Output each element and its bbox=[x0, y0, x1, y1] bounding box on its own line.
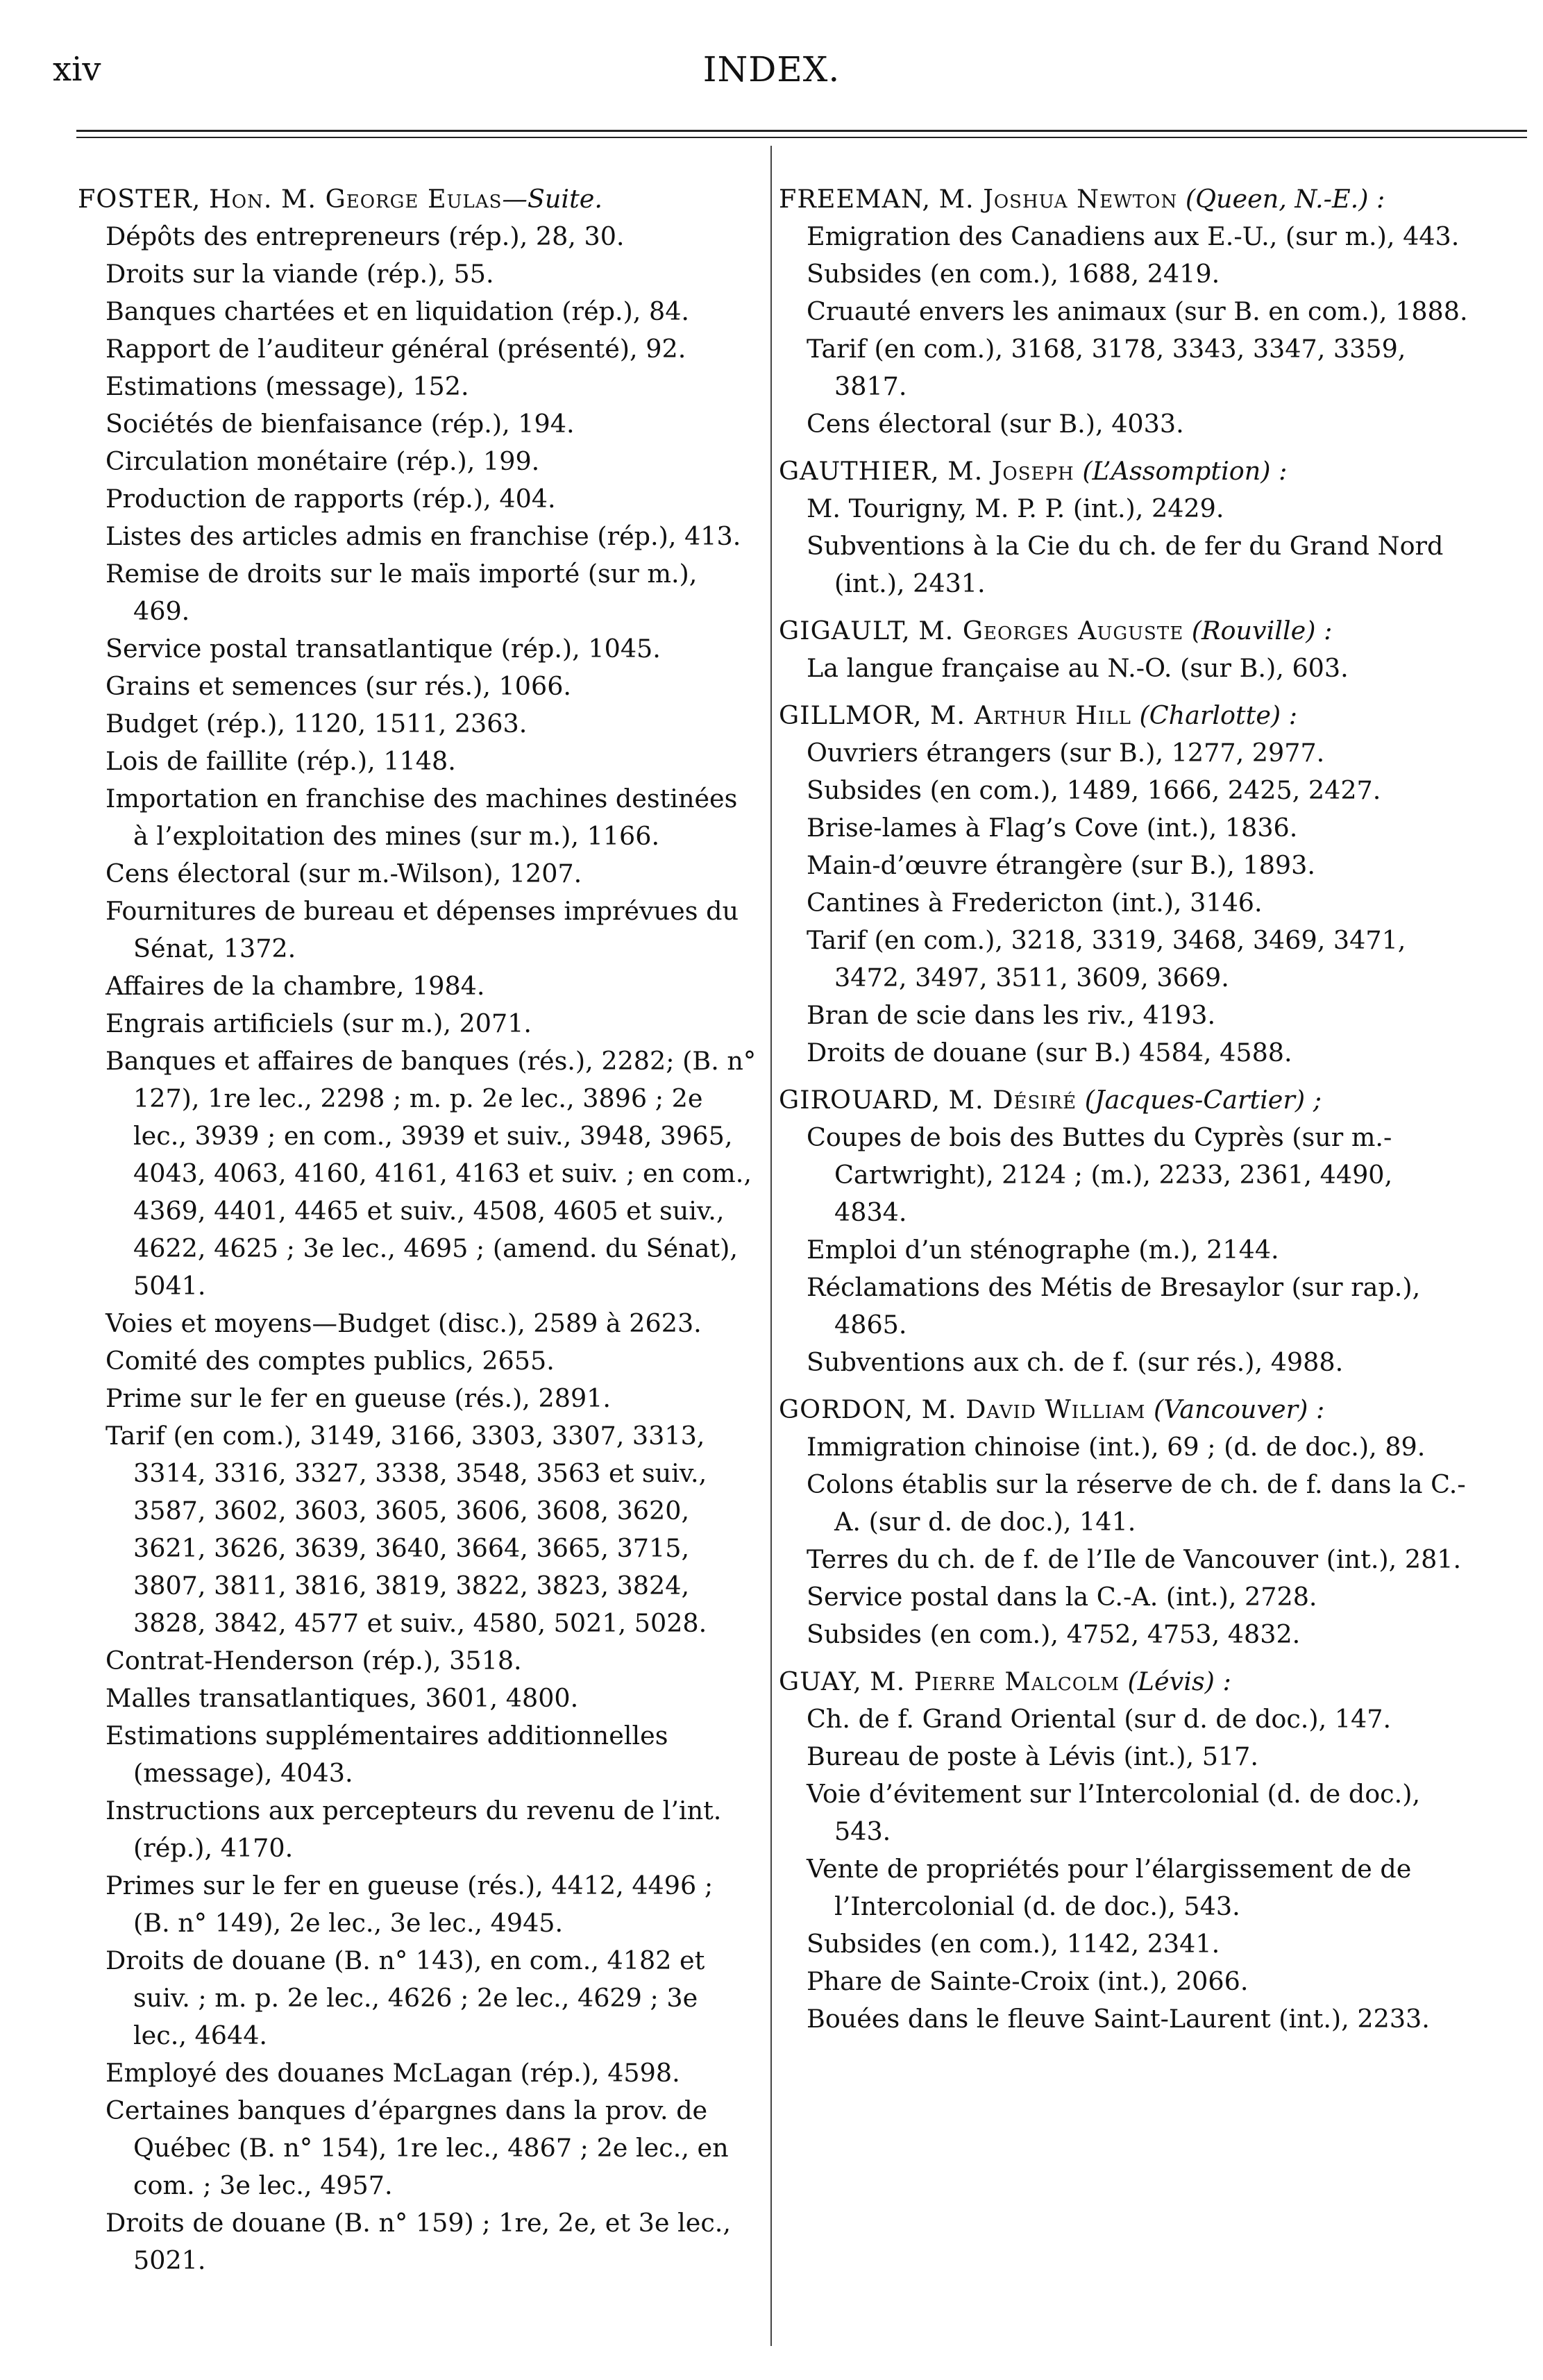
index-subentry: M. Tourigny, M. P. P. (int.), 2429. bbox=[807, 493, 1224, 523]
entry-riding: (Jacques-Cartier) ; bbox=[1084, 1085, 1322, 1115]
entry-surname: GORDON, bbox=[779, 1394, 913, 1424]
index-entry bbox=[779, 1081, 1473, 1381]
index-subentry: Subsides (en com.), 1489, 1666, 2425, 2427. bbox=[807, 775, 1381, 805]
entry-riding: (Lévis) : bbox=[1127, 1666, 1231, 1696]
entry-heading bbox=[779, 1391, 1473, 1428]
page-title: INDEX. bbox=[702, 49, 841, 90]
right-column bbox=[779, 180, 1473, 2048]
index-subentry: Affaires de la chambre, 1984. bbox=[106, 971, 485, 1001]
index-subentry: Certaines banques d’épargnes dans la prov. de Québec (B. n° 154), 1re lec., 4867 ; 2e lec., en com. ; 3e lec., 4957. bbox=[106, 2095, 729, 2200]
index-subentry: Employé des douanes McLagan (rép.), 4598. bbox=[106, 2058, 680, 2088]
entry-heading bbox=[779, 453, 1473, 490]
index-subentry: Droits de douane (B. n° 143), en com., 4182 et suiv. ; m. p. 2e lec., 4626 ; 2e lec., 4629 ; 3e lec., 4644. bbox=[106, 1946, 705, 2050]
index-subentry: Cantines à Fredericton (int.), 3146. bbox=[807, 888, 1263, 918]
index-subentry: Primes sur le fer en gueuse (rés.), 4412, 4496 ; (B. n° 149), 2e lec., 3e lec., 4945. bbox=[106, 1871, 714, 1938]
column-divider bbox=[770, 146, 772, 2346]
entry-surname: GIGAULT, bbox=[779, 616, 911, 645]
index-subentry: Fournitures de bureau et dépenses imprévues du Sénat, 1372. bbox=[106, 896, 739, 963]
index-subentry: Emigration des Canadiens aux E.-U., (sur m.), 443. bbox=[807, 221, 1460, 251]
entry-riding: (Rouville) : bbox=[1191, 616, 1333, 645]
entry-given-names: M. Georges Auguste bbox=[918, 616, 1184, 645]
index-subentry: Voie d’évitement sur l’Intercolonial (d. de doc.), 543. bbox=[807, 1779, 1421, 1846]
index-subentry: Coupes de bois des Buttes du Cyprès (sur m.-Cartwright), 2124 ; (m.), 2233, 2361, 4490, 4834. bbox=[807, 1122, 1393, 1227]
index-subentry: Dépôts des entrepreneurs (rép.), 28, 30. bbox=[106, 221, 625, 251]
index-subentry: Comité des comptes publics, 2655. bbox=[106, 1346, 555, 1376]
entry-heading bbox=[779, 180, 1473, 218]
index-subentry: Estimations supplémentaires additionnelles (message), 4043. bbox=[106, 1721, 668, 1788]
index-subentry: Bouées dans le fleuve Saint-Laurent (int.), 2233. bbox=[807, 2004, 1430, 2034]
entry-riding: (Vancouver) : bbox=[1154, 1394, 1325, 1424]
index-subentry: Banques et affaires de banques (rés.), 2282; (B. n° 127), 1re lec., 2298 ; m. p. 2e lec., 3896 ; 2e lec., 3939 ; en com., 3939 et suiv., 3948, 3965, 4043, 4063, 4160, 4161, 4163 et suiv. ; en com., 4369, 4401, 4465 et suiv., 4508, 4605 et suiv., 4622, 4625 ; 3e lec., 4695 ; (amend. du Sénat), 5041. bbox=[106, 1046, 757, 1301]
index-subentry: Banques chartées et en liquidation (rép.), 84. bbox=[106, 296, 690, 326]
index-subentry: Listes des articles admis en franchise (rép.), 413. bbox=[106, 521, 741, 551]
index-subentry: Tarif (en com.), 3149, 3166, 3303, 3307, 3313, 3314, 3316, 3327, 3338, 3548, 3563 et suiv., 3587, 3602, 3603, 3605, 3606, 3608, 3620, 3621, 3626, 3639, 3640, 3664, 3665, 3715, 3807, 3811, 3816, 3819, 3822, 3823, 3824, 3828, 3842, 4577 et suiv., 4580, 5021, 5028. bbox=[106, 1421, 707, 1638]
index-subentry: Ouvriers étrangers (sur B.), 1277, 2977. bbox=[807, 738, 1325, 768]
index-subentry: Tarif (en com.), 3168, 3178, 3343, 3347, 3359, 3817. bbox=[807, 334, 1406, 401]
index-subentry: Estimations (message), 152. bbox=[106, 371, 469, 401]
index-entry bbox=[779, 697, 1473, 1072]
left-column bbox=[78, 180, 757, 2289]
index-subentry: Production de rapports (rép.), 404. bbox=[106, 484, 556, 514]
index-subentry: Emploi d’un sténographe (m.), 2144. bbox=[807, 1235, 1279, 1265]
entry-heading bbox=[78, 180, 757, 218]
entry-surname: FOSTER, bbox=[78, 184, 201, 214]
page-header bbox=[0, 0, 1543, 139]
index-subentry: Instructions aux percepteurs du revenu de l’int. (rép.), 4170. bbox=[106, 1796, 722, 1863]
entry-riding: (Queen, N.-E.) : bbox=[1185, 184, 1385, 214]
index-subentry: Voies et moyens—Budget (disc.), 2589 à 2623. bbox=[106, 1308, 702, 1338]
index-subentry: Service postal dans la C.-A. (int.), 2728. bbox=[807, 1582, 1317, 1612]
index-entry bbox=[779, 453, 1473, 602]
index-subentry: Réclamations des Métis de Bresaylor (sur rap.), 4865. bbox=[807, 1272, 1421, 1340]
index-subentry: Cens électoral (sur B.), 4033. bbox=[807, 409, 1184, 439]
index-subentry: Remise de droits sur le maïs importé (sur m.), 469. bbox=[106, 559, 698, 626]
index-subentry: Lois de faillite (rép.), 1148. bbox=[106, 746, 456, 776]
entry-heading bbox=[779, 1663, 1473, 1700]
index-subentry: Circulation monétaire (rép.), 199. bbox=[106, 446, 540, 476]
entry-given-names: M. Désiré bbox=[948, 1085, 1077, 1115]
entry-given-names: M. Arthur Hill bbox=[930, 700, 1131, 730]
index-subentry: Ch. de f. Grand Oriental (sur d. de doc.), 147. bbox=[807, 1704, 1392, 1734]
entry-heading bbox=[779, 1081, 1473, 1119]
index-subentry: Subventions aux ch. de f. (sur rés.), 4988. bbox=[807, 1347, 1344, 1377]
index-subentry: Tarif (en com.), 3218, 3319, 3468, 3469, 3471, 3472, 3497, 3511, 3609, 3669. bbox=[807, 925, 1406, 993]
page-number: xiv bbox=[53, 50, 101, 89]
index-subentry: Droits sur la viande (rép.), 55. bbox=[106, 259, 494, 289]
index-subentry: Droits de douane (sur B.) 4584, 4588. bbox=[807, 1038, 1292, 1067]
header-rule-top bbox=[76, 130, 1527, 132]
entry-heading bbox=[779, 612, 1473, 650]
entry-surname: FREEMAN, bbox=[779, 184, 931, 214]
entry-riding: —Suite. bbox=[502, 184, 602, 214]
entry-riding: (L’Assomption) : bbox=[1082, 456, 1288, 486]
index-subentry: La langue française au N.-O. (sur B.), 603. bbox=[807, 653, 1349, 683]
index-subentry: Subsides (en com.), 1688, 2419. bbox=[807, 259, 1220, 289]
index-entry bbox=[779, 1391, 1473, 1653]
index-subentry: Prime sur le fer en gueuse (rés.), 2891. bbox=[106, 1383, 612, 1413]
entry-given-names: Hon. M. George Eulas bbox=[208, 184, 503, 214]
index-subentry: Terres du ch. de f. de l’Ile de Vancouver (int.), 281. bbox=[807, 1544, 1462, 1574]
index-subentry: Subventions à la Cie du ch. de fer du Grand Nord (int.), 2431. bbox=[807, 531, 1444, 598]
index-entry bbox=[779, 180, 1473, 443]
entry-surname: GILLMOR, bbox=[779, 700, 922, 730]
index-subentry: Engrais artificiels (sur m.), 2071. bbox=[106, 1008, 532, 1038]
entry-surname: GUAY, bbox=[779, 1666, 862, 1696]
entry-surname: GAUTHIER, bbox=[779, 456, 940, 486]
index-subentry: Cens électoral (sur m.-Wilson), 1207. bbox=[106, 859, 582, 888]
entry-given-names: M. Pierre Malcolm bbox=[870, 1666, 1120, 1696]
index-subentry: Contrat-Henderson (rép.), 3518. bbox=[106, 1646, 522, 1676]
index-subentry: Service postal transatlantique (rép.), 1045. bbox=[106, 634, 661, 664]
index-subentry: Subsides (en com.), 4752, 4753, 4832. bbox=[807, 1619, 1301, 1649]
index-subentry: Malles transatlantiques, 3601, 4800. bbox=[106, 1683, 579, 1713]
index-subentry: Brise-lames à Flag’s Cove (int.), 1836. bbox=[807, 813, 1298, 843]
index-subentry: Colons établis sur la réserve de ch. de f. dans la C.-A. (sur d. de doc.), 141. bbox=[807, 1469, 1466, 1537]
index-subentry: Immigration chinoise (int.), 69 ; (d. de doc.), 89. bbox=[807, 1432, 1426, 1462]
index-subentry: Budget (rép.), 1120, 1511, 2363. bbox=[106, 709, 528, 739]
index-subentry: Cruauté envers les animaux (sur B. en com.), 1888. bbox=[807, 296, 1468, 326]
index-entry bbox=[78, 180, 757, 2279]
index-subentry: Phare de Sainte-Croix (int.), 2066. bbox=[807, 1966, 1249, 1996]
index-subentry: Sociétés de bienfaisance (rép.), 194. bbox=[106, 409, 575, 439]
entry-heading bbox=[779, 697, 1473, 734]
index-subentry: Droits de douane (B. n° 159) ; 1re, 2e, et 3e lec., 5021. bbox=[106, 2208, 732, 2275]
entry-given-names: M. David William bbox=[921, 1394, 1146, 1424]
index-subentry: Bran de scie dans les riv., 4193. bbox=[807, 1000, 1216, 1030]
index-subentry: Vente de propriétés pour l’élargissement de de l’Intercolonial (d. de doc.), 543. bbox=[807, 1854, 1412, 1921]
index-subentry: Bureau de poste à Lévis (int.), 517. bbox=[807, 1741, 1258, 1771]
index-subentry: Subsides (en com.), 1142, 2341. bbox=[807, 1929, 1220, 1959]
index-entry bbox=[779, 1663, 1473, 2038]
entry-given-names: M. Joshua Newton bbox=[938, 184, 1178, 214]
entry-given-names: M. Joseph bbox=[947, 456, 1074, 486]
entry-riding: (Charlotte) : bbox=[1139, 700, 1298, 730]
index-entry bbox=[779, 612, 1473, 687]
index-subentry: Grains et semences (sur rés.), 1066. bbox=[106, 671, 572, 701]
header-rule-bottom bbox=[76, 137, 1527, 138]
index-subentry: Rapport de l’auditeur général (présenté), 92. bbox=[106, 334, 686, 364]
index-subentry: Importation en franchise des machines destinées à l’exploitation des mines (sur m.), 1166. bbox=[106, 784, 738, 851]
index-subentry: Main-d’œuvre étrangère (sur B.), 1893. bbox=[807, 850, 1315, 880]
entry-surname: GIROUARD, bbox=[779, 1085, 941, 1115]
